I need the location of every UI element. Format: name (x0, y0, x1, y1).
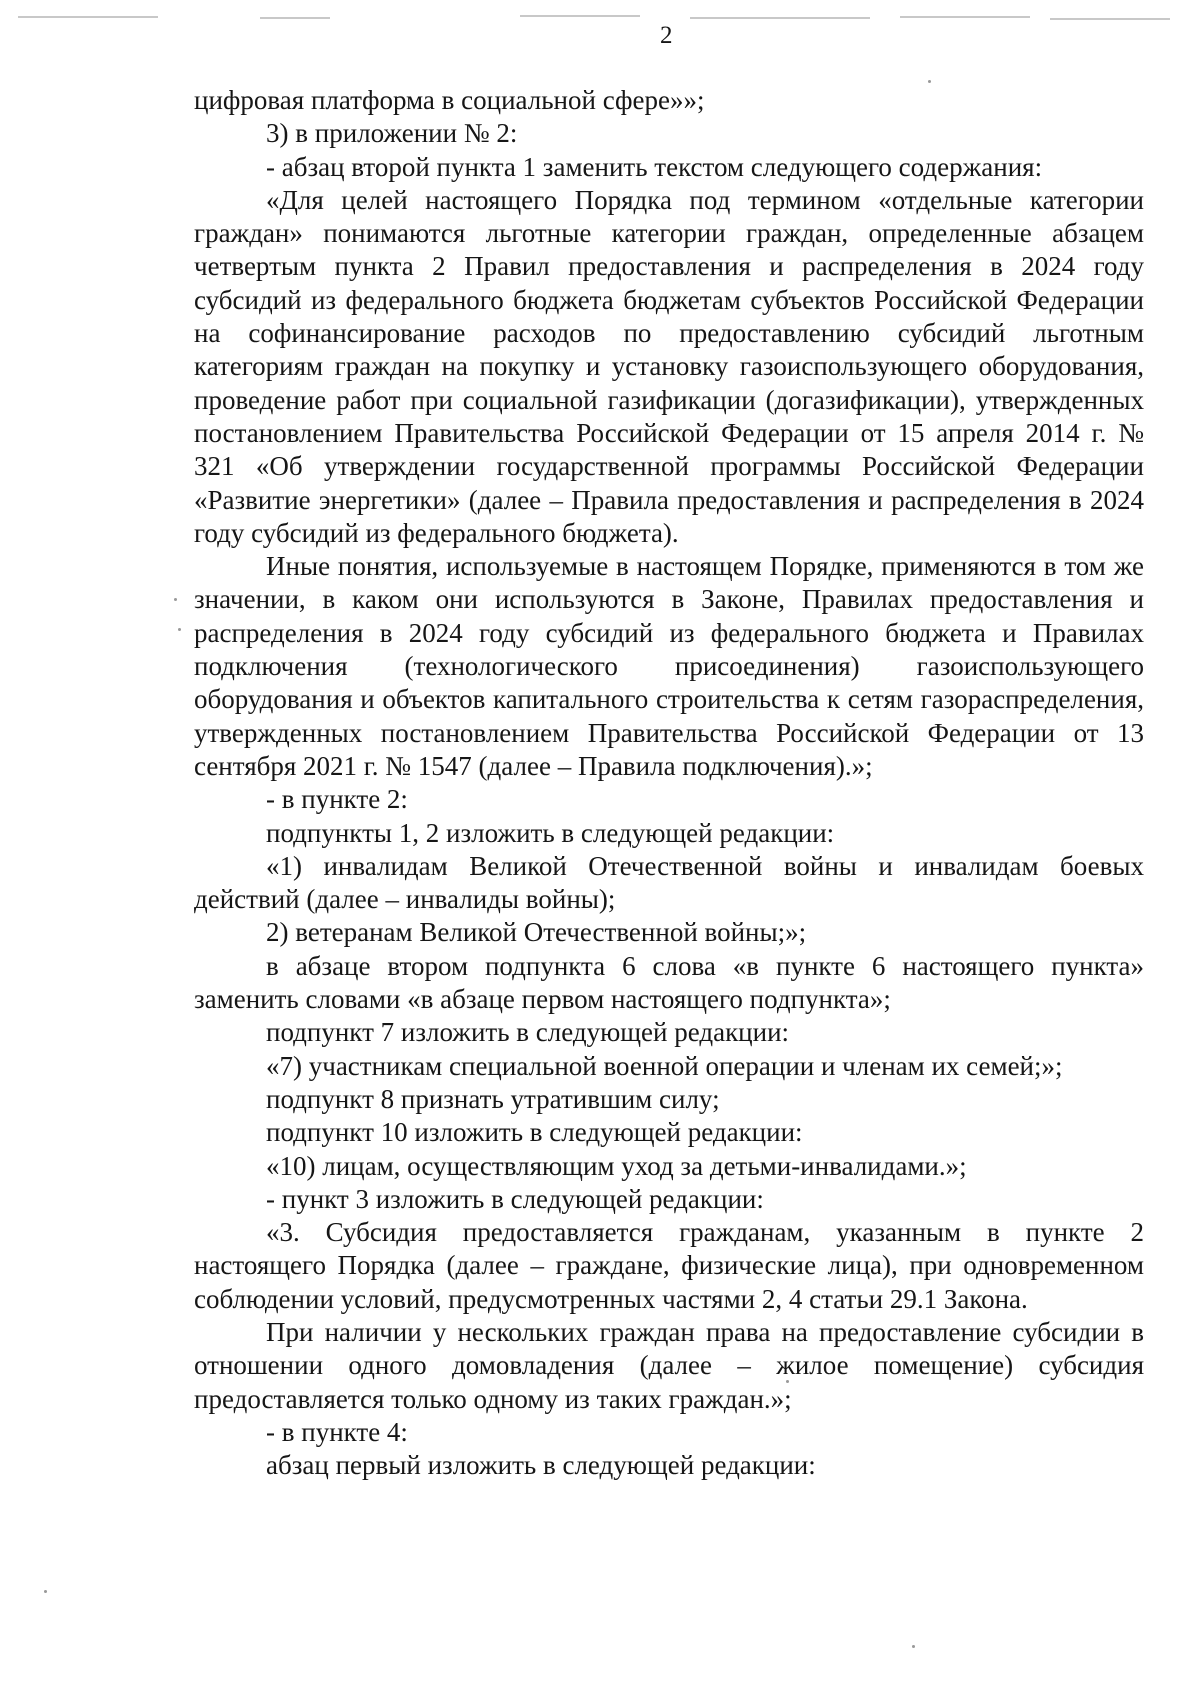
paragraph: «1) инвалидам Великой Отечественной войны и инвалидам боевых действий (далее – инвалиды войны); (194, 850, 1144, 915)
paragraph: в абзаце втором подпункта 6 слова «в пункте 6 настоящего пункта» заменить словами «в абзаце первом настоящего подпункта»; (194, 950, 1144, 1015)
scan-artifact-line (1050, 18, 1170, 20)
scan-speck (178, 628, 181, 631)
paragraph: «7) участникам специальной военной операции и членам их семей;»; (266, 1050, 1063, 1081)
paragraph: Иные понятия, используемые в настоящем Порядке, применяются в том же значении, в каком они используются в Законе, Правилах предоставления и распределения в 2024 году субсидий из федерального бюджета и Правилах подключения (технологического присоединения) газоиспользующего оборудования и объектов капитального строительства к сетям газораспределения, утвержденных постановлением Правительства Российской Федерации от 13 сентября 2021 г. № 1547 (далее – Правила подключения).»; (194, 551, 1144, 781)
paragraph: «10) лицам, осуществляющим уход за детьми-инвалидами.»; (266, 1150, 967, 1181)
scan-speck (786, 1380, 789, 1383)
scan-speck (44, 1590, 47, 1593)
scan-artifact-line (520, 15, 640, 17)
page-number: 2 (660, 22, 673, 49)
paragraph: подпункт 7 изложить в следующей редакции: (266, 1017, 790, 1048)
paragraph: «Для целей настоящего Порядка под термином «отдельные категории граждан» понимаются льготные категории граждан, определенные абзацем четвертым пункта 2 Правил предоставления и распределения в 2024 году субсидий из федерального бюджета бюджетам субъектов Российской Федерации на софинансирование расходов по предоставлению субсидий льготным категориям граждан на покупку и установку газоиспользующего оборудования, проведение работ при социальной газификации (догазификации), утвержденных постановлением Правительства Российской Федерации от 15 апреля 2014 г. № 321 «Об утверждении государственной программы Российской Федерации «Развитие энергетики» (далее – Правила предоставления и распределения в 2024 году субсидий из федерального бюджета). (194, 184, 1144, 548)
paragraph: 2) ветеранам Великой Отечественной войны;»; (266, 917, 807, 948)
paragraph: - абзац второй пункта 1 заменить текстом следующего содержания: (266, 151, 1043, 182)
paragraph: - в пункте 4: (266, 1416, 408, 1447)
scan-artifact-line (900, 16, 1030, 18)
scan-artifact-line (690, 17, 870, 19)
paragraph: абзац первый изложить в следующей редакции: (266, 1450, 816, 1481)
scan-artifact-line (18, 16, 158, 18)
paragraph: 3) в приложении № 2: (266, 118, 518, 149)
document-body (194, 84, 1144, 1482)
paragraph: цифровая платформа в социальной сфере»»; (194, 85, 705, 115)
scan-artifact-line (260, 17, 330, 19)
paragraph: - пункт 3 изложить в следующей редакции: (266, 1183, 764, 1214)
paragraph: При наличии у нескольких граждан права на предоставление субсидии в отношении одного домовладения (далее – жилое помещение) субсидия предоставляется только одному из таких граждан.»; (194, 1316, 1144, 1414)
scan-speck (174, 598, 177, 601)
paragraph: «3. Субсидия предоставляется гражданам, указанным в пункте 2 настоящего Порядка (далее – граждане, физические лица), при одновременном соблюдении условий, предусмотренных частями 2, 4 статьи 29.1 Закона. (194, 1217, 1144, 1314)
paragraph: подпункты 1, 2 изложить в следующей редакции: (266, 817, 835, 848)
paragraph: подпункт 10 изложить в следующей редакции: (266, 1117, 803, 1148)
scan-speck (928, 80, 931, 83)
paragraph: - в пункте 2: (266, 784, 408, 815)
scan-speck (912, 1645, 915, 1648)
paragraph: подпункт 8 признать утратившим силу; (266, 1083, 720, 1114)
